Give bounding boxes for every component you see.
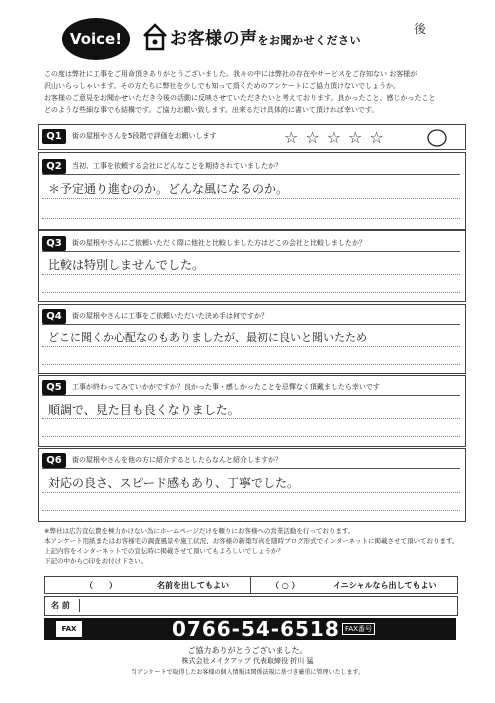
name-field[interactable] [79, 599, 456, 612]
q4-badge: Q4 [42, 309, 66, 324]
intro-text [44, 68, 454, 116]
fax-label: FAX番号 [342, 623, 375, 635]
answer-line [42, 346, 460, 347]
answer-line [42, 274, 460, 275]
q6-header [42, 453, 460, 469]
publish-options [44, 576, 458, 594]
q5-answer: 順調で、見た目も良くなりました。 [48, 403, 240, 417]
note-line: 下記の中から○印をお付け下さい。 [44, 557, 148, 565]
opt-initial-label: イニシャルなら出してもよい [333, 581, 437, 590]
q4-text: 街の屋根やさんに工事をご依頼いただいた決め手は何ですか？ [72, 312, 268, 320]
answer-line [42, 492, 460, 493]
q3-badge: Q3 [42, 236, 66, 251]
q5-text: 工事が終わってみていかがですか？良かった事・感しかったことを忌憚なく頂戴ましたら幸いです [72, 383, 380, 391]
q5-header [42, 380, 460, 396]
notes-section [44, 526, 464, 566]
q6-badge: Q6 [42, 453, 66, 468]
q3-text: 街の屋根やさんにご依頼いただく際に他社と比較しました方はどこの会社と比較しましたか？ [72, 239, 366, 247]
thanks-text: ご協力ありがとうございました。 [187, 646, 308, 655]
intro-line: お客様のご意見をお聞かせいただき今後の活動に反映させていただきたいと考えております。良かったこと、感じかったこと [44, 94, 436, 102]
answer-line [42, 198, 460, 199]
q5-badge: Q5 [42, 380, 66, 395]
opt-name-paren[interactable]: （ ） [85, 581, 117, 590]
name-label: 名 前 [51, 601, 70, 610]
company-name: 株式会社メイクアップ 代表取締役 折川 猛 [181, 657, 314, 665]
answer-line [42, 436, 460, 437]
q6-answer: 対応の良さ、スピード感もあり、丁寧でした。 [48, 476, 300, 490]
fax-number: 0766-54-6518 [172, 617, 340, 641]
opt-name-label: 名前を出してもよい [157, 581, 229, 590]
q4-header [42, 309, 460, 325]
footer-note: 当アンケートで取得したお客様の個人情報は関係法規に基づき厳重に管理いたします。 [130, 669, 365, 676]
intro-line: この度は弊社に工事をご用命頂きありがとうございました。我々の中には弊社の存在やサービスをご存知ない お客様が [44, 70, 418, 78]
name-row [44, 596, 458, 616]
q2-badge: Q2 [42, 159, 66, 174]
survey-title: お客様の声をお聞かせください [170, 29, 361, 49]
answer-line [42, 218, 460, 219]
q3-answer: 比較は特別しませんでした。 [48, 258, 205, 272]
note-line: ※弊社は広告宣伝費を極力かけない為にホームページだけを頼りにお客様への営業活動を行っております。 [44, 527, 355, 535]
intro-line: 沢山いらっしゃいます。その方たちに弊社を少しでも知って頂くためのアンケートにご協力頂けないでしょうか。 [44, 82, 401, 90]
answer-line [42, 510, 460, 511]
q1-badge: Q1 [42, 129, 66, 144]
answer-line [42, 292, 460, 293]
q2-header [42, 159, 460, 175]
house-icon [142, 22, 168, 52]
rating-circle-mark [426, 128, 448, 148]
intro-line: どのような些細な事でも結構です。ご協力お願い致します。出来るだけ具体的に書いて頂ければ幸いです。 [44, 106, 379, 114]
handwritten-mark: 後 [414, 22, 427, 36]
answer-line [42, 364, 460, 365]
q2-answer: ＊予定通り進むのか。どんな風になるのか。 [48, 182, 289, 196]
fax-icon: FAX [56, 621, 82, 637]
q6-text: 街の屋根やさんを他の方に紹介するとしたらなんと紹介しますか？ [72, 456, 282, 464]
divider [250, 576, 251, 594]
q4-answer: どこに聞くか心配なのもありましたが、最初に良いと聞いたため [48, 331, 367, 344]
q3-header [42, 236, 460, 252]
opt-initial-paren[interactable]: （ ○ ） [271, 581, 300, 590]
note-line: 本アンケート用紙またはお客様宅の調査風景や施工状況、お客様の新築写真を随時ブログ形式でインターネットに掲載させて頂いております。 [44, 537, 459, 545]
fax-band [44, 618, 456, 640]
survey-header [62, 14, 442, 66]
answer-line [42, 418, 460, 419]
note-line: 上記内容をインターネットでの宣伝時に掲載させて頂いてもよろしいでしょうか？ [44, 547, 284, 555]
q2-text: 当初、工事を依頼する会社にどんなことを期待されていましたか？ [72, 162, 282, 170]
rating-stars[interactable]: ☆☆☆☆☆ [284, 128, 391, 147]
q1-text: 街の屋根やさんを5段階で評価をお願いします [72, 132, 217, 140]
q1-header [42, 129, 460, 144]
voice-badge: Voice! [62, 18, 130, 60]
